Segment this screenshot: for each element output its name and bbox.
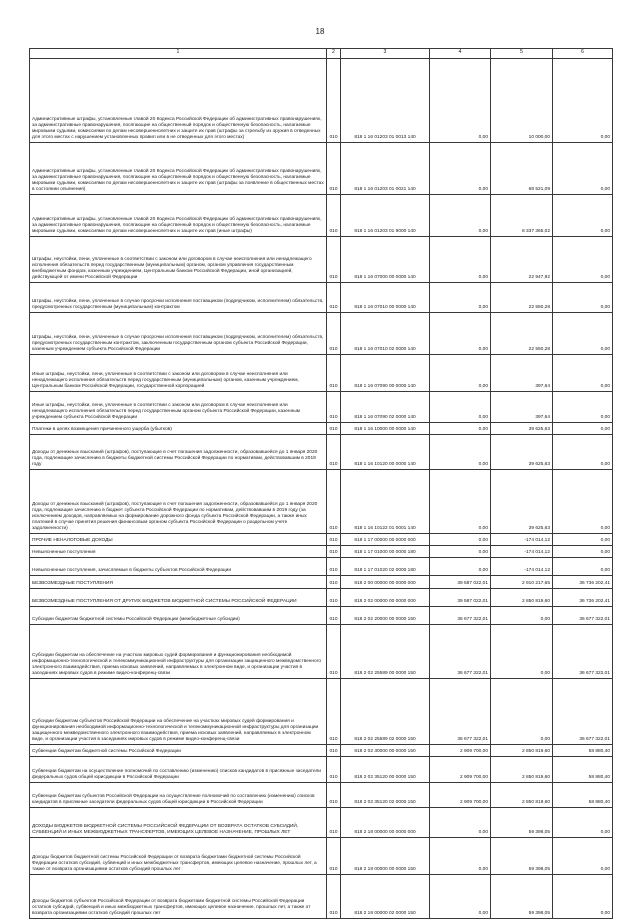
table-row bbox=[30, 237, 613, 283]
row-line-code-cell: 010 bbox=[327, 589, 341, 607]
row-line-code-cell: 010 bbox=[327, 607, 341, 625]
table-row bbox=[30, 143, 613, 195]
row-approved-cell: 0,00 bbox=[430, 237, 491, 283]
row-line-code-cell: 010 bbox=[327, 435, 341, 470]
row-line-code-cell: 010 bbox=[327, 143, 341, 195]
row-line-code-cell: 010 bbox=[327, 875, 341, 919]
row-name-cell: Платежи в целях возмещения причиненного ущерба (убытков) bbox=[30, 423, 327, 435]
table-row bbox=[30, 589, 613, 607]
row-executed-cell: 39 625,63 bbox=[491, 423, 553, 435]
row-unexecuted-cell: 0,00 bbox=[553, 143, 613, 195]
header-cell-4: 4 bbox=[430, 49, 491, 59]
row-line-code-cell: 010 bbox=[327, 313, 341, 355]
row-unexecuted-cell: 0,00 bbox=[553, 470, 613, 534]
row-approved-cell: 0,00 bbox=[430, 143, 491, 195]
row-unexecuted-cell: 58 880,40 bbox=[553, 745, 613, 757]
row-line-code-cell: 010 bbox=[327, 392, 341, 423]
table-row bbox=[30, 745, 613, 757]
row-name-cell: Штрафы, неустойки, пени, уплаченные в случае просрочки исполнения поставщиком (подрядчиком, исполнителем) обязательств, предусмотренных государственным (муниципальным) контрактом bbox=[30, 283, 327, 313]
row-line-code-cell: 010 bbox=[327, 625, 341, 679]
row-budget-code-cell: 818 2 02 35120 02 0000 150 bbox=[341, 783, 430, 808]
row-name-cell: Штрафы, неустойки, пени, уплаченные в случае просрочки исполнения поставщиком (подрядчиком, исполнителем) обязательств, предусмотренных государственным контрактом, заключенным государственным органом субъекта Российской Федерации, казенным учреждением субъекта Российской Федерации bbox=[30, 313, 327, 355]
row-unexecuted-cell: 0,00 bbox=[553, 392, 613, 423]
row-budget-code-cell: 818 1 16 07010 02 0000 140 bbox=[341, 313, 430, 355]
row-executed-cell: 59 398,05 bbox=[491, 808, 553, 838]
row-unexecuted-cell: 0,00 bbox=[553, 355, 613, 392]
row-approved-cell: 0,00 bbox=[430, 470, 491, 534]
row-unexecuted-cell: 0,00 bbox=[553, 558, 613, 576]
header-cell-5: 5 bbox=[491, 49, 553, 59]
row-executed-cell: 59 398,05 bbox=[491, 875, 553, 919]
table-row bbox=[30, 423, 613, 435]
header-cell-3: 3 bbox=[341, 49, 430, 59]
row-line-code-cell: 010 bbox=[327, 195, 341, 237]
row-approved-cell: 2 909 700,00 bbox=[430, 757, 491, 783]
row-line-code-cell: 010 bbox=[327, 783, 341, 808]
row-unexecuted-cell: 0,00 bbox=[553, 534, 613, 546]
row-approved-cell: 0,00 bbox=[430, 534, 491, 546]
row-approved-cell: 0,00 bbox=[430, 355, 491, 392]
row-name-cell: Субвенции бюджетам на осуществление полномочий по составлению (изменению) списков кандидатов в присяжные заседатели федеральных судов общей юрисдикции в Российской Федерации bbox=[30, 757, 327, 783]
row-name-cell: Субсидии бюджетам бюджетной системы Российской Федерации (межбюджетные субсидии) bbox=[30, 607, 327, 625]
row-executed-cell: 22 550,28 bbox=[491, 283, 553, 313]
row-name-cell: Субсидии бюджетам субъектов Российской Федерации на обеспечение на участках мировых судей формирования и функционирования необходимой информационно-технологической и телекоммуникационной инфраструктуры для организации защищенного межведомственного электронного взаимодействия, приема исковых заявлений, направляемых в электронном виде, и организации участия в заседаниях мировых судов в режиме видео-конференц-связи bbox=[30, 679, 327, 745]
row-line-code-cell: 010 bbox=[327, 546, 341, 558]
row-name-cell: ДОХОДЫ БЮДЖЕТОВ БЮДЖЕТНОЙ СИСТЕМЫ РОССИЙСКОЙ ФЕДЕРАЦИИ ОТ ВОЗВРАТА ОСТАТКОВ СУБСИДИЙ, СУБВЕНЦИЙ И ИНЫХ МЕЖБЮДЖЕТНЫХ ТРАНСФЕРТОВ, ИМЕЮЩИХ ЦЕЛЕВОЕ НАЗНАЧЕНИЕ, ПРОШЛЫХ ЛЕТ bbox=[30, 808, 327, 838]
row-unexecuted-cell: 36 677 322,01 bbox=[553, 607, 613, 625]
row-unexecuted-cell: 0,00 bbox=[553, 546, 613, 558]
table-row bbox=[30, 355, 613, 392]
header-cell-1: 1 bbox=[30, 49, 327, 59]
row-approved-cell: 36 677 322,01 bbox=[430, 607, 491, 625]
row-line-code-cell: 010 bbox=[327, 679, 341, 745]
table-row bbox=[30, 470, 613, 534]
row-budget-code-cell: 818 2 02 25589 02 0000 150 bbox=[341, 679, 430, 745]
row-approved-cell: 0,00 bbox=[430, 838, 491, 875]
row-unexecuted-cell: 0,00 bbox=[553, 195, 613, 237]
row-unexecuted-cell: 36 736 202,41 bbox=[553, 576, 613, 589]
row-unexecuted-cell: 0,00 bbox=[553, 237, 613, 283]
table-row bbox=[30, 195, 613, 237]
row-budget-code-cell: 818 2 18 00000 00 0000 000 bbox=[341, 808, 430, 838]
row-executed-cell: 59 398,05 bbox=[491, 838, 553, 875]
row-unexecuted-cell: 0,00 bbox=[553, 435, 613, 470]
table-row bbox=[30, 679, 613, 745]
row-executed-cell: 10 000,00 bbox=[491, 59, 553, 143]
row-name-cell: Субвенции бюджетам бюджетной системы Российской Федерации bbox=[30, 745, 327, 757]
row-name-cell: Административные штрафы, установленные главой 20 Кодекса Российской Федерации об административных правонарушениях, за административные правонарушения, посягающие на общественный порядок и общественную безопасность, налагаемые мировыми судьями, комиссиями по делам несовершеннолетних и защите их прав (штрафы за стрельбу из оружия в отведенных для этого местах с нарушением установленных правил или в не отведенных для этого местах) bbox=[30, 59, 327, 143]
row-unexecuted-cell: 0,00 bbox=[553, 423, 613, 435]
row-executed-cell: 39 625,63 bbox=[491, 435, 553, 470]
row-budget-code-cell: 818 1 16 07010 00 0000 140 bbox=[341, 283, 430, 313]
row-name-cell: Штрафы, неустойки, пени, уплаченные в соответствии с законом или договором в случае неисполнения или ненадлежащего исполнения обязательств перед государственным (муниципальным) органом, органом управления государственным внебюджетным фондом, казенным учреждением, Центральным банком Российской Федерации, иной организацией, действующей от имени Российской Федерации bbox=[30, 237, 327, 283]
row-approved-cell: 2 909 700,00 bbox=[430, 745, 491, 757]
row-budget-code-cell: 818 1 16 10122 01 0001 140 bbox=[341, 470, 430, 534]
row-approved-cell: 0,00 bbox=[430, 195, 491, 237]
row-name-cell: Невыясненные поступления bbox=[30, 546, 327, 558]
row-unexecuted-cell: 36 677 322,01 bbox=[553, 679, 613, 745]
row-line-code-cell: 010 bbox=[327, 745, 341, 757]
row-approved-cell: 0,00 bbox=[430, 558, 491, 576]
row-line-code-cell: 010 bbox=[327, 757, 341, 783]
table-row bbox=[30, 625, 613, 679]
row-budget-code-cell: 818 2 02 00000 00 0000 000 bbox=[341, 589, 430, 607]
table-header-row bbox=[30, 49, 613, 59]
row-budget-code-cell: 818 1 16 01203 01 9000 140 bbox=[341, 195, 430, 237]
header-cell-6: 6 bbox=[553, 49, 613, 59]
row-executed-cell: 2 850 819,60 bbox=[491, 589, 553, 607]
row-name-cell: ПРОЧИЕ НЕНАЛОГОВЫЕ ДОХОДЫ bbox=[30, 534, 327, 546]
row-budget-code-cell: 818 1 16 10120 00 0000 140 bbox=[341, 435, 430, 470]
row-approved-cell: 0,00 bbox=[430, 546, 491, 558]
row-unexecuted-cell: 36 736 202,41 bbox=[553, 589, 613, 607]
header-cell-2: 2 bbox=[327, 49, 341, 59]
table-row bbox=[30, 875, 613, 919]
row-name-cell: Доходы бюджетов бюджетной системы Российской Федерации от возврата бюджетами бюджетной системы Российской Федерации остатков субсидий, субвенций и иных межбюджетных трансфертов, имеющих целевое назначение, прошлых лет, а также от возврата организациями остатков субсидий прошлых лет bbox=[30, 838, 327, 875]
table-row bbox=[30, 558, 613, 576]
row-budget-code-cell: 818 2 18 00000 00 0000 150 bbox=[341, 838, 430, 875]
row-unexecuted-cell: 0,00 bbox=[553, 313, 613, 355]
row-line-code-cell: 010 bbox=[327, 423, 341, 435]
row-executed-cell: 0,00 bbox=[491, 625, 553, 679]
row-executed-cell: 8 337 365,02 bbox=[491, 195, 553, 237]
row-approved-cell: 36 677 322,01 bbox=[430, 679, 491, 745]
row-executed-cell: 397,64 bbox=[491, 392, 553, 423]
row-budget-code-cell: 818 2 00 00000 00 0000 000 bbox=[341, 576, 430, 589]
row-executed-cell: -174 014,12 bbox=[491, 558, 553, 576]
row-name-cell: Доходы от денежных взысканий (штрафов), поступающие в счет погашения задолженности, образовавшейся до 1 января 2020 года, подлежащие зачислению в бюджет субъекта Российской Федерации по нормативам, действовавшим в 2019 году (за исключением доходов, направляемых на формирование дорожного фонда субъекта Российской Федерации, а также иных платежей в случае принятия решения финансовым органом субъекта Российской Федерации о раздельном учете задолженности) bbox=[30, 470, 327, 534]
row-executed-cell: 2 910 217,65 bbox=[491, 576, 553, 589]
row-budget-code-cell: 818 1 17 00000 00 0000 000 bbox=[341, 534, 430, 546]
table-row bbox=[30, 546, 613, 558]
row-name-cell: БЕЗВОЗМЕЗДНЫЕ ПОСТУПЛЕНИЯ bbox=[30, 576, 327, 589]
row-line-code-cell: 010 bbox=[327, 808, 341, 838]
row-budget-code-cell: 818 1 16 07090 02 0000 140 bbox=[341, 392, 430, 423]
row-unexecuted-cell: 0,00 bbox=[553, 808, 613, 838]
table-row bbox=[30, 838, 613, 875]
row-executed-cell: 0,00 bbox=[491, 679, 553, 745]
row-name-cell: Иные штрафы, неустойки, пени, уплаченные в соответствии с законом или договором в случае неисполнения или ненадлежащего исполнения обязательств перед государственным (муниципальным) органом, казенным учреждением, Центральным банком Российской Федерации, государственной корпорацией bbox=[30, 355, 327, 392]
row-budget-code-cell: 818 1 17 01020 02 0000 180 bbox=[341, 558, 430, 576]
row-budget-code-cell: 818 1 16 07000 00 0000 140 bbox=[341, 237, 430, 283]
row-executed-cell: 22 947,92 bbox=[491, 237, 553, 283]
page-number: 18 bbox=[315, 27, 325, 36]
row-approved-cell: 36 677 322,01 bbox=[430, 625, 491, 679]
row-unexecuted-cell: 0,00 bbox=[553, 59, 613, 143]
row-approved-cell: 0,00 bbox=[430, 392, 491, 423]
row-executed-cell: 2 850 819,60 bbox=[491, 745, 553, 757]
row-approved-cell: 0,00 bbox=[430, 313, 491, 355]
row-executed-cell: 397,64 bbox=[491, 355, 553, 392]
row-budget-code-cell: 818 2 18 00000 02 0000 150 bbox=[341, 875, 430, 919]
row-executed-cell: 2 850 819,60 bbox=[491, 783, 553, 808]
row-executed-cell: 0,00 bbox=[491, 607, 553, 625]
row-line-code-cell: 010 bbox=[327, 534, 341, 546]
row-approved-cell: 0,00 bbox=[430, 875, 491, 919]
row-line-code-cell: 010 bbox=[327, 355, 341, 392]
row-executed-cell: 2 850 819,60 bbox=[491, 757, 553, 783]
table-row bbox=[30, 392, 613, 423]
row-executed-cell: 39 625,63 bbox=[491, 470, 553, 534]
row-name-cell: Иные штрафы, неустойки, пени, уплаченные в соответствии с законом или договором в случае неисполнения или ненадлежащего исполнения обязательств перед государственным органом субъекта Российской Федерации, казенным учреждением субъекта Российской Федерации bbox=[30, 392, 327, 423]
row-approved-cell: 0,00 bbox=[430, 808, 491, 838]
row-budget-code-cell: 818 2 02 25589 00 0000 150 bbox=[341, 625, 430, 679]
table-row bbox=[30, 607, 613, 625]
row-approved-cell: 2 909 700,00 bbox=[430, 783, 491, 808]
revenue-table bbox=[29, 48, 613, 919]
row-budget-code-cell: 818 1 16 01203 01 0021 140 bbox=[341, 143, 430, 195]
row-line-code-cell: 010 bbox=[327, 283, 341, 313]
row-approved-cell: 39 587 022,01 bbox=[430, 589, 491, 607]
row-budget-code-cell: 818 2 02 30000 00 0000 150 bbox=[341, 745, 430, 757]
row-name-cell: Невыясненные поступления, зачисляемые в бюджеты субъектов Российской Федерации bbox=[30, 558, 327, 576]
row-executed-cell: -174 014,12 bbox=[491, 546, 553, 558]
table-row bbox=[30, 808, 613, 838]
table-row bbox=[30, 435, 613, 470]
row-line-code-cell: 010 bbox=[327, 576, 341, 589]
table-row bbox=[30, 757, 613, 783]
table-row bbox=[30, 576, 613, 589]
row-budget-code-cell: 818 1 16 10000 00 0000 140 bbox=[341, 423, 430, 435]
row-executed-cell: 68 521,09 bbox=[491, 143, 553, 195]
row-line-code-cell: 010 bbox=[327, 237, 341, 283]
row-executed-cell: -174 014,12 bbox=[491, 534, 553, 546]
row-budget-code-cell: 818 2 02 35120 00 0000 150 bbox=[341, 757, 430, 783]
row-name-cell: Административные штрафы, установленные главой 20 Кодекса Российской Федерации об административных правонарушениях, за административные правонарушения, посягающие на общественный порядок и общественную безопасность, налагаемые мировыми судьями, комиссиями по делам несовершеннолетних и защите их прав (штрафы за появление в общественных местах в состоянии опьянения) bbox=[30, 143, 327, 195]
row-name-cell: Административные штрафы, установленные главой 20 Кодекса Российской Федерации об административных правонарушениях, за административные правонарушения, посягающие на общественный порядок и общественную безопасность, налагаемые мировыми судьями, комиссиями по делам несовершеннолетних и защите их прав (иные штрафы) bbox=[30, 195, 327, 237]
row-name-cell: БЕЗВОЗМЕЗДНЫЕ ПОСТУПЛЕНИЯ ОТ ДРУГИХ БЮДЖЕТОВ БЮДЖЕТНОЙ СИСТЕМЫ РОССИЙСКОЙ ФЕДЕРАЦИИ bbox=[30, 589, 327, 607]
row-name-cell: Доходы бюджетов субъектов Российской Федерации от возврата бюджетами бюджетной системы Российской Федерации остатков субсидий, субвенций и иных межбюджетных трансфертов, имеющих целевое назначение, прошлых лет, а также от возврата организациями остатков субсидий прошлых лет bbox=[30, 875, 327, 919]
row-approved-cell: 0,00 bbox=[430, 435, 491, 470]
row-unexecuted-cell: 58 880,40 bbox=[553, 783, 613, 808]
row-budget-code-cell: 818 1 16 07090 00 0000 140 bbox=[341, 355, 430, 392]
row-line-code-cell: 010 bbox=[327, 838, 341, 875]
row-unexecuted-cell: 36 677 322,01 bbox=[553, 625, 613, 679]
table-row bbox=[30, 283, 613, 313]
row-unexecuted-cell: 0,00 bbox=[553, 283, 613, 313]
row-line-code-cell: 010 bbox=[327, 470, 341, 534]
row-unexecuted-cell: 58 880,40 bbox=[553, 757, 613, 783]
row-approved-cell: 0,00 bbox=[430, 59, 491, 143]
row-name-cell: Доходы от денежных взысканий (штрафов), поступающие в счет погашения задолженности, образовавшейся до 1 января 2020 года, подлежащие зачислению в бюджеты бюджетной системы Российской Федерации по нормативам, действовавшим в 2019 году bbox=[30, 435, 327, 470]
table-row bbox=[30, 59, 613, 143]
table-row bbox=[30, 534, 613, 546]
row-unexecuted-cell: 0,00 bbox=[553, 838, 613, 875]
row-budget-code-cell: 818 1 16 01203 01 0013 140 bbox=[341, 59, 430, 143]
row-name-cell: Субсидии бюджетам на обеспечение на участках мировых судей формирования и функционирования необходимой информационно-технологической и телекоммуникационной инфраструктуры для организации защищенного межведомственного электронного взаимодействия, приема исковых заявлений, направляемых в электронном виде, и организации участия в заседаниях мировых судов в режиме видео-конференц-связи bbox=[30, 625, 327, 679]
row-line-code-cell: 010 bbox=[327, 59, 341, 143]
row-approved-cell: 0,00 bbox=[430, 423, 491, 435]
row-line-code-cell: 010 bbox=[327, 558, 341, 576]
row-budget-code-cell: 818 1 17 01000 00 0000 180 bbox=[341, 546, 430, 558]
row-executed-cell: 22 550,28 bbox=[491, 313, 553, 355]
row-unexecuted-cell: 0,00 bbox=[553, 875, 613, 919]
row-approved-cell: 0,00 bbox=[430, 283, 491, 313]
table-row bbox=[30, 783, 613, 808]
table-row bbox=[30, 313, 613, 355]
row-name-cell: Субвенции бюджетам субъектов Российской Федерации на осуществление полномочий по составлению (изменению) списков кандидатов в присяжные заседатели федеральных судов общей юрисдикции в Российской Федерации bbox=[30, 783, 327, 808]
row-budget-code-cell: 818 2 02 20000 00 0000 150 bbox=[341, 607, 430, 625]
row-approved-cell: 39 587 022,01 bbox=[430, 576, 491, 589]
